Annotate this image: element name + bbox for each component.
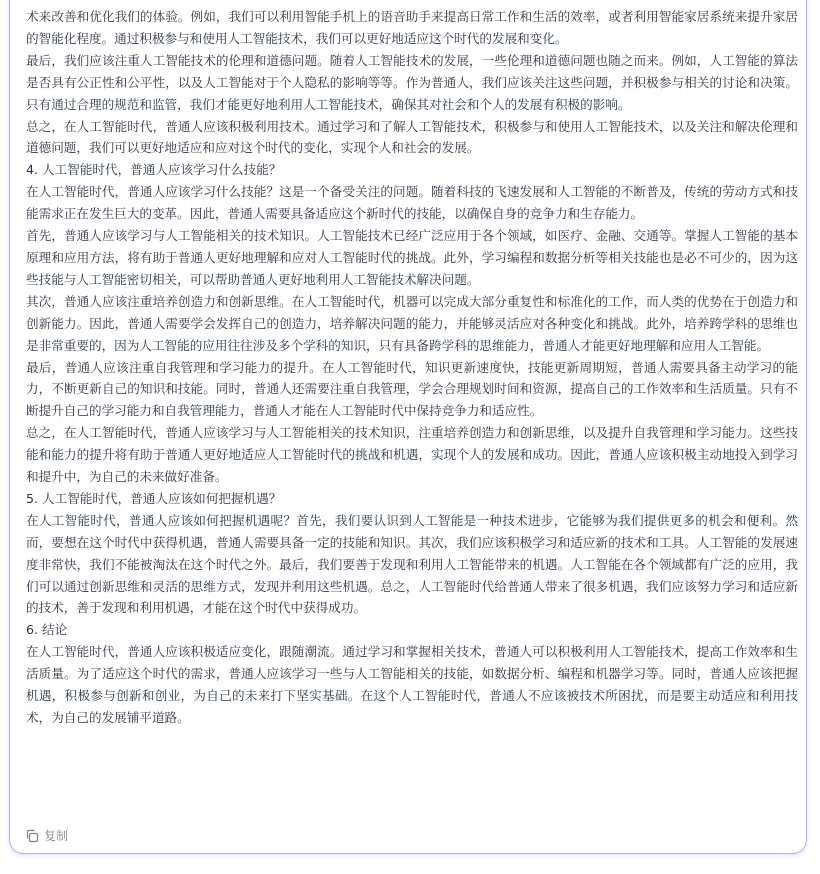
paragraph-skills-last: 最后，普通人应该注重自我管理和学习能力的提升。在人工智能时代，知识更新速度快，技能更新周期短，普通人需要具备主动学习的能力，不断更新自己的知识和技能。同时，普通人还需要注重自我管理，学会合理规划时间和资源，提高自己的工作效率和生活质量。只有不断提升自己的学习能力和自我管理能力，普通人才能在人工智能时代中保持竞争力和适应性。	[26, 359, 798, 419]
paragraph-skills-second: 其次，普通人应该注重培养创造力和创新思维。在人工智能时代，机器可以完成大部分重复性和标准化的工作，而人类的优势在于创造力和创新能力。因此，普通人需要学会发挥自己的创造力，培养解决问题的能力，并能够灵活应对各种变化和挑战。此外，培养跨学科的思维也是非常重要的，因为人工智能的应用往往涉及多个学科的知识，只有具备跨学科的思维能力，普通人才能更好地理解和应用人工智能。	[26, 293, 798, 353]
paragraph-skills-first: 首先，普通人应该学习与人工智能相关的技术知识。人工智能技术已经广泛应用于各个领域，如医疗、金融、交通等。掌握人工智能的基本原理和应用方法，将有助于普通人更好地理解和应对人工智能时代的挑战。此外，学习编程和数据分析等相关技能也是必不可少的，因为这些技能与人工智能密切相关，可以帮助普通人更好地利用人工智能技术解决问题。	[26, 228, 798, 287]
message-card	[9, 0, 807, 854]
paragraph-intro-continued: 术来改善和优化我们的体验。例如，我们可以利用智能手机上的语音助手来提高日常工作和生活的效率，或者利用智能家居系统来提升家居的智能化程度。通过积极参与和使用人工智能技术，我们可以更好地适应这个时代的发展和变化。	[26, 9, 798, 46]
copy-button[interactable]	[24, 828, 68, 844]
paragraph-skills-intro: 在人工智能时代，普通人应该学习什么技能？这是一个备受关注的问题。随着科技的飞速发展和人工智能的不断普及，传统的劳动方式和技能需求正在发生巨大的变革。因此，普通人需要具备适应这个新时代的技能，以确保自身的竞争力和生存能力。	[26, 184, 798, 222]
copy-icon	[24, 828, 40, 844]
section-heading-4: 4. 人工智能时代，普通人应该学习什么技能？	[26, 162, 282, 178]
paragraph-conclusion: 在人工智能时代，普通人应该积极适应变化，跟随潮流。通过学习和掌握相关技术，普通人可以积极利用人工智能技术，提高工作效率和生活质量。为了适应这个时代的需求，普通人应该学习一些与人工智能相关的技能，如数据分析、编程和机器学习等。同时，普通人应该把握机遇，积极参与创新和创业，为自己的未来打下坚实基础。在这个人工智能时代，普通人不应该被技术所困扰，而是要主动适应和利用技术，为自己的发展铺平道路。	[26, 644, 798, 725]
copy-button-label: 复制	[44, 829, 69, 843]
paragraph-ethics: 最后，我们应该注重人工智能技术的伦理和道德问题。随着人工智能技术的发展，一些伦理和道德问题也随之而来。例如，人工智能的算法是否具有公正性和公平性，以及人工智能对于个人隐私的影响等等。作为普通人，我们应该关注这些问题，并积极参与相关的讨论和决策。只有通过合理的规范和监管，我们才能更好地利用人工智能技术，确保其对社会和个人的发展有积极的影响。	[26, 52, 798, 112]
paragraph-opportunities: 在人工智能时代，普通人应该如何把握机遇呢？首先，我们要认识到人工智能是一种技术进步，它能够为我们提供更多的机会和便利。然而，要想在这个时代中获得机遇，普通人需要具备一定的技能和知识。其次，我们应该积极学习和适应新的技术和工具。人工智能的发展速度非常快，我们不能被淘汰在这个时代之外。最后，我们要善于发现和利用人工智能带来的机遇。人工智能在各个领域都有广泛的应用，我们可以通过创新思维和灵活的思维方式，发现并利用这些机遇。总之，人工智能时代给普通人带来了很多机遇，我们应该努力学习和适应新的技术，善于发现和利用机遇，才能在这个时代中获得成功。	[26, 512, 798, 616]
message-content	[26, 6, 798, 729]
section-heading-6: 6. 结论	[26, 622, 68, 638]
section-heading-5: 5. 人工智能时代，普通人应该如何把握机遇？	[26, 490, 282, 506]
paragraph-summary-3: 总之，在人工智能时代，普通人应该积极利用技术。通过学习和了解人工智能技术，积极参与和使用人工智能技术，以及关注和解决伦理和道德问题，我们可以更好地适应和应对这个时代的变化，实现个人和社会的发展。	[26, 118, 798, 156]
paragraph-summary-4: 总之，在人工智能时代，普通人应该学习与人工智能相关的技术知识，注重培养创造力和创新思维，以及提升自我管理和学习能力。这些技能和能力的提升将有助于普通人更好地适应人工智能时代的挑战和机遇，实现个人的发展和成功。因此，普通人应该积极主动地投入到学习和提升中，为自己的未来做好准备。	[26, 425, 798, 485]
